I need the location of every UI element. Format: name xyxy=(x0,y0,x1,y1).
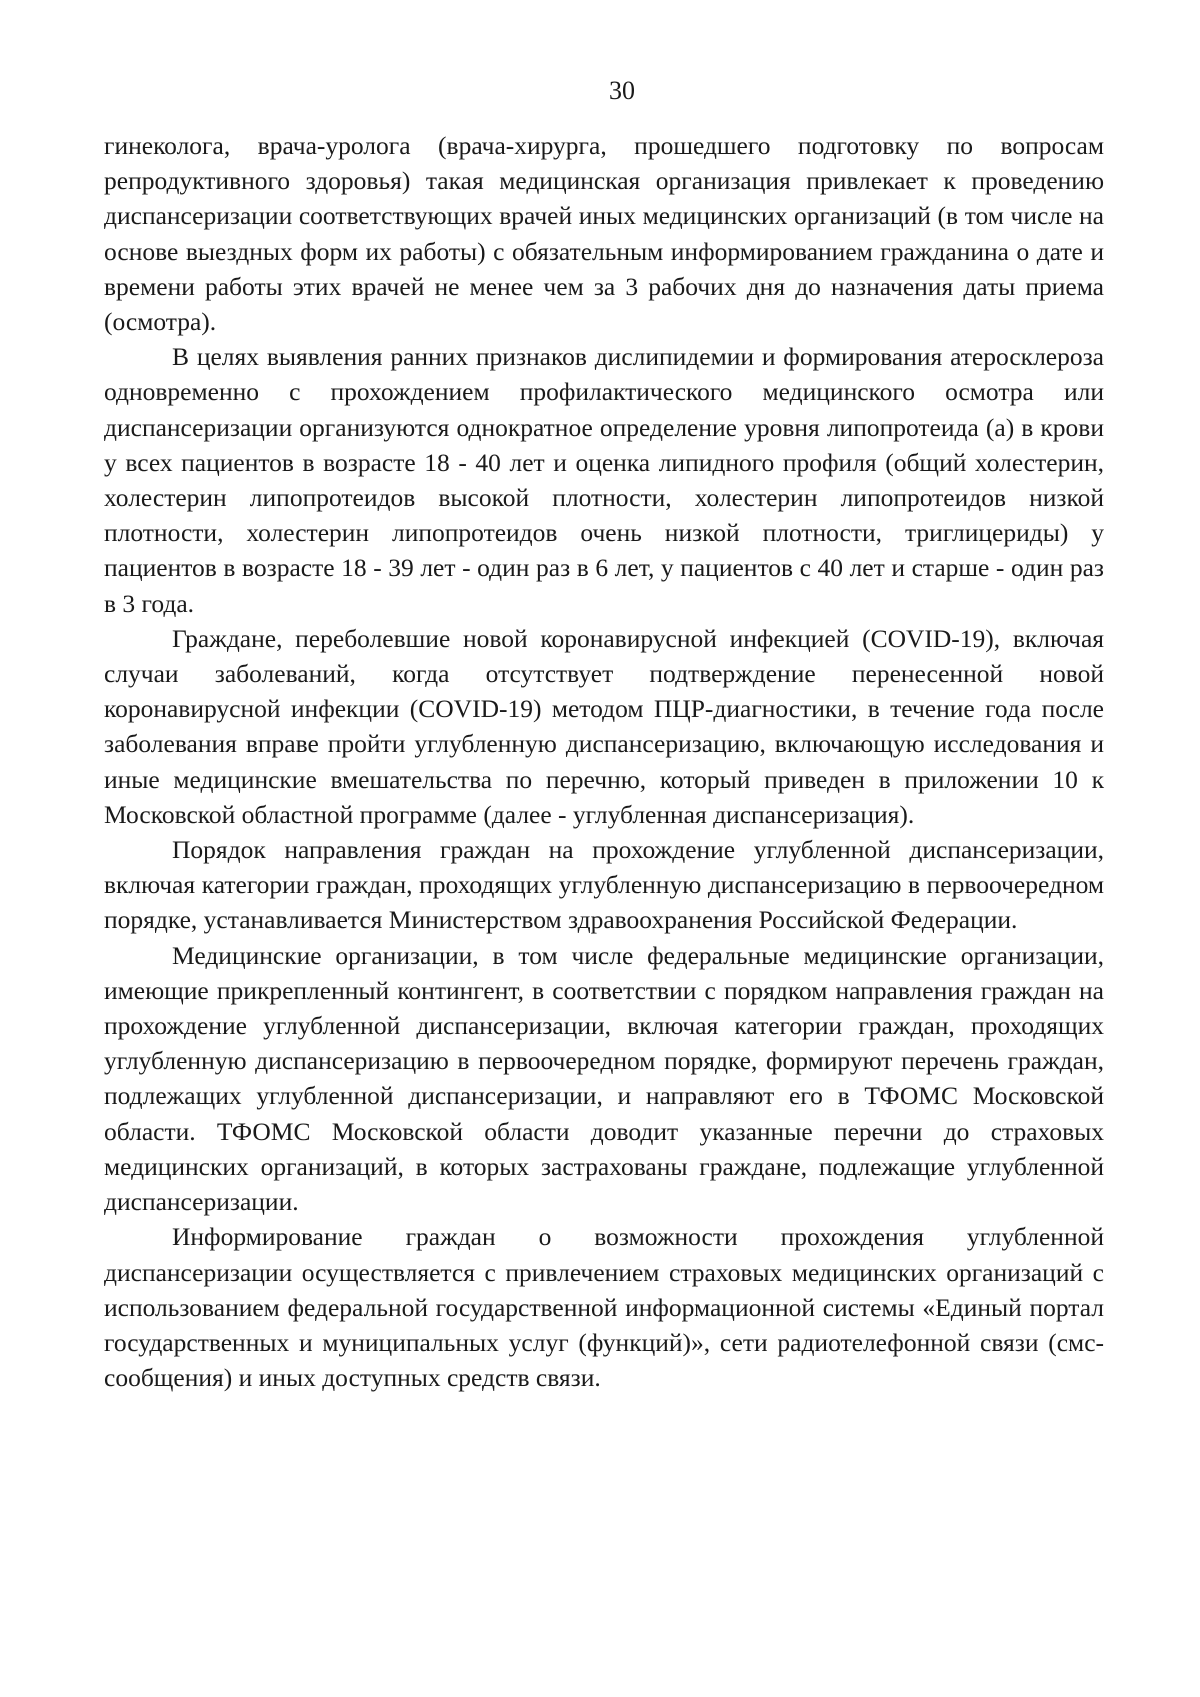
paragraph-citizen-informing: Информирование граждан о возможности прохождения углубленной диспансеризации осуществляется с привлечением страховых медицинских организаций с использованием федеральной государственной информационной системы «Единый портал государственных и муниципальных услуг (функций)», сети радиотелефонной связи (смс- сообщения) и иных доступных средств связи. xyxy=(104,1222,1104,1393)
paragraph-continuation: гинеколога, врача-уролога (врача-хирурга, прошедшего подготовку по вопросам репродуктивного здоровья) такая медицинская организация привлекает к проведению диспансеризации соответствующих врачей иных медицинских организаций (в том числе на основе выездных форм их работы) с обязательным информированием гражданина о дате и времени работы этих врачей не менее чем за 3 рабочих дня до назначения даты приема (осмотра). xyxy=(104,131,1104,337)
paragraph-lipid-screening: В целях выявления ранних признаков дислипидемии и формирования атеросклероза одновременно с прохождением профилактического медицинского осмотра или диспансеризации организуются однократное определение уровня липопротеида (а) в крови у всех пациентов в возрасте 18 - 40 лет и оценка липидного профиля (общий холестерин, холестерин липопротеидов высокой плотности, холестерин липопротеидов низкой плотности, холестерин липопротеидов очень низкой плотности, триглицериды) у пациентов в возрасте 18 - 39 лет - один раз в 6 лет, у пациентов с 40 лет и старше - один раз в 3 года. xyxy=(104,342,1104,618)
page-number: 30 xyxy=(609,76,635,105)
paragraph-referral-procedure: Порядок направления граждан на прохождение углубленной диспансеризации, включая категории граждан, проходящих углубленную диспансеризацию в первоочередном порядке, устанавливается Министерством здравоохранения Российской Федерации. xyxy=(104,835,1104,935)
paragraph-covid-dispensarization: Граждане, переболевшие новой коронавирусной инфекцией (COVID-19), включая случаи заболеваний, когда отсутствует подтверждение перенесенной новой коронавирусной инфекции (COVID-19) методом ПЦР-диагностики, в течение года после заболевания вправе пройти углубленную диспансеризацию, включающую исследования и иные медицинские вмешательства по перечню, который приведен в приложении 10 к Московской областной программе (далее - углубленная диспансеризация). xyxy=(104,623,1104,829)
document-body xyxy=(104,128,1104,1395)
paragraph-medical-organizations: Медицинские организации, в том числе федеральные медицинские организации, имеющие прикрепленный контингент, в соответствии с порядком направления граждан на прохождение углубленной диспансеризации, включая категории граждан, проходящих углубленную диспансеризацию в первоочередном порядке, формируют перечень граждан, подлежащих углубленной диспансеризации, и направляют его в ТФОМС Московской области. ТФОМС Московской области доводит указанные перечни до страховых медицинских организаций, в которых застрахованы граждане, подлежащие углубленной диспансеризации. xyxy=(104,940,1104,1217)
